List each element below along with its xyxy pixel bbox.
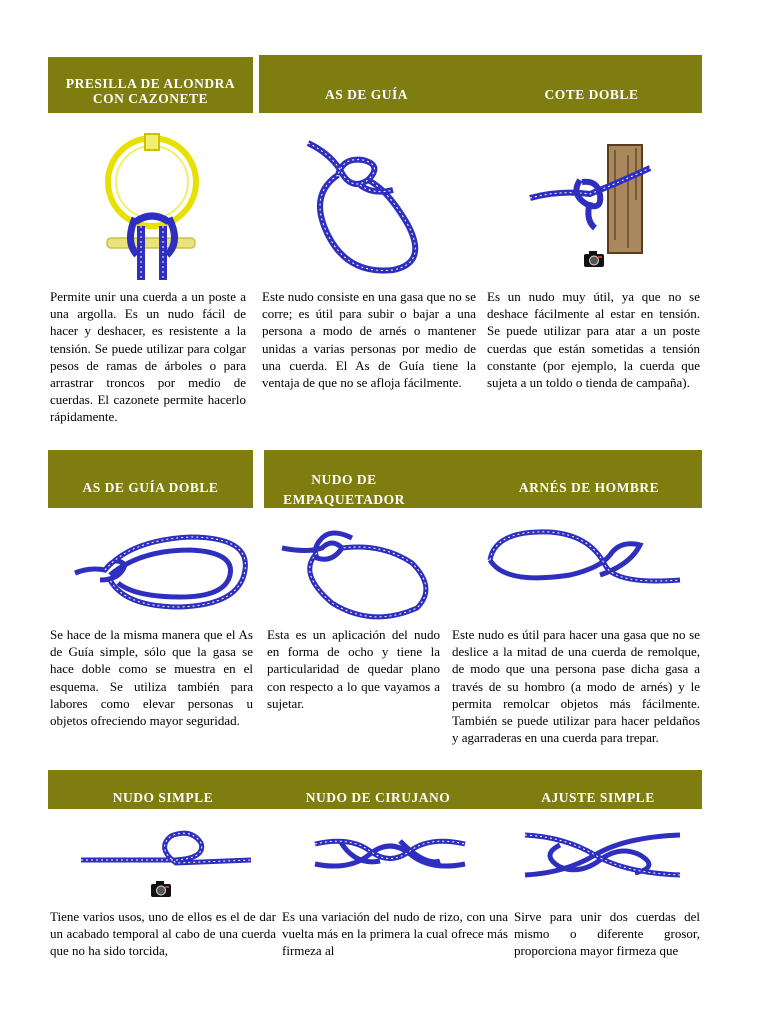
as-de-guia-knot-illustration: [298, 135, 438, 280]
text-nudo-empaquetador: Esta es un aplicación del nudo en forma de ocho y tiene la particularidad de quedar plano con respecto a lo que vayamos a sujetar.: [267, 627, 440, 711]
header-empaquetador-arnes: [264, 450, 702, 508]
title-cote-doble: COTE DOBLE: [544, 87, 639, 102]
header-as-de-guia-doble: [48, 450, 253, 508]
nudo-empaquetador-knot-illustration: [272, 528, 437, 623]
title-nudo-de-cirujano: NUDO DE CIRUJANO: [305, 790, 451, 805]
as-de-guia-doble-knot-illustration: [70, 525, 260, 615]
nudo-simple-knot-illustration: [76, 828, 256, 878]
camera-icon: [150, 880, 172, 898]
ajuste-simple-knot-illustration: [520, 825, 685, 885]
title-ajuste-simple: AJUSTE SIMPLE: [541, 790, 655, 805]
text-cote-doble: Es un nudo muy útil, ya que no se deshace fácilmente al estar en tensión. Se puede utilizar para atar a un poste cuerdas que están sometidas a tensión constante (por ejemplo, la cuerda que sujeta a un toldo o tienda de campaña).: [487, 289, 700, 391]
text-arnes-de-hombre: Este nudo es útil para hacer una gasa que no se deslice a la mitad de una cuerda de remolque, de modo que una persona pase dicha gasa a través de su hombro (a modo de arnés) y le permita remolcar objetos más fácilmente. También se puede utilizar para hacer peldaños y agarraderas en una cuerda para trepar.: [452, 627, 700, 746]
text-nudo-de-cirujano: Es una variación del nudo de rizo, con una vuelta más en la primera la cual ofrece más firmeza al: [282, 909, 508, 959]
text-as-de-guia-doble: Se hace de la misma manera que el As de Guía simple, sólo que la gasa se hace doble como se muestra en el esquema. Se utiliza también para labores como elevar personas u objetos ofreciendo mayor seguridad.: [50, 627, 253, 729]
text-nudo-simple: Tiene varios usos, uno de ellos es el de dar un acabado temporal al cabo de una cuerda que no ha sido torcida,: [50, 909, 276, 959]
text-as-de-guia: Este nudo consiste en una gasa que no se corre; es útil para subir o bajar a una persona a modo de arnés o mantener unidas a varias personas por medio de una cuerda. El As de Guía tiene la ventaja de que no se afloja fácilmente.: [262, 289, 476, 391]
title-as-de-guia-doble: AS DE GUÍA DOBLE: [82, 480, 219, 495]
cote-doble-knot-illustration: [520, 140, 660, 255]
title-as-de-guia: AS DE GUÍA: [324, 87, 408, 102]
text-presilla: Permite unir una cuerda a un poste a una argolla. Es un nudo fácil de hacer y deshacer, es resistente a la tensión. Se puede utilizar para colgar pesos de ramas de árboles o para arrastrar troncos por medio de cuerdas. El cazonete permite hacerlo rápidamente.: [50, 289, 246, 425]
presilla-knot-illustration: [95, 130, 215, 290]
text-ajuste-simple: Sirve para unir dos cuerdas del mismo o diferente grosor, proporciona mayor firmeza que: [514, 909, 700, 959]
header-row3: [48, 770, 702, 809]
header-as-de-guia-cote: [259, 55, 702, 113]
title-arnes-de-hombre: ARNÉS DE HOMBRE: [518, 480, 660, 495]
title-nudo-simple: NUDO SIMPLE: [112, 790, 214, 805]
header-presilla: [48, 57, 253, 113]
title-nudo-empaquetador: NUDO DE EMPAQUETADOR: [283, 472, 405, 507]
camera-icon: [583, 250, 605, 268]
title-presilla: PRESILLA DE ALONDRA CON CAZONETE: [65, 76, 236, 106]
arnes-de-hombre-knot-illustration: [480, 520, 690, 600]
nudo-de-cirujano-knot-illustration: [310, 826, 470, 876]
